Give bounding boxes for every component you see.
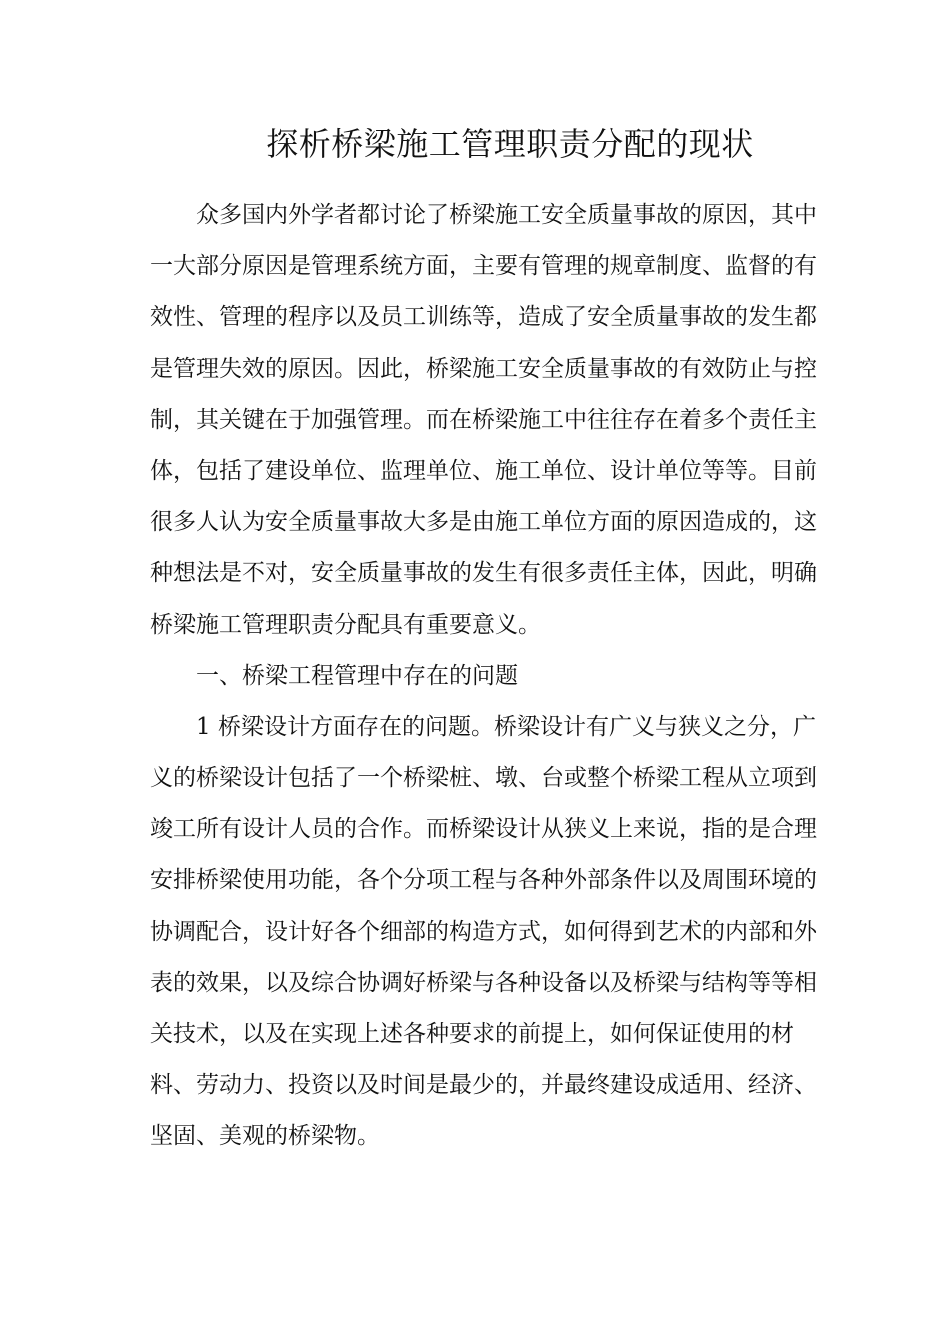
- text-line: 关技术，以及在实现上述各种要求的前提上，如何保证使用的材: [150, 1021, 794, 1047]
- text-line: 制，其关键在于加强管理。而在桥梁施工中往往存在着多个责任主: [150, 406, 817, 433]
- document-body: [150, 190, 817, 1163]
- text-line: 安排桥梁使用功能，各个分项工程与各种外部条件以及周围环境的: [150, 867, 817, 894]
- text-line: 协调配合，设计好各个细部的构造方式，如何得到艺术的内部和外: [150, 918, 817, 945]
- text-line: 种想法是不对，安全质量事故的发生有很多责任主体，因此，明确: [150, 560, 817, 587]
- text-line: 桥梁施工管理职责分配具有重要意义。: [150, 611, 541, 638]
- text-line: 料、劳动力、投资以及时间是最少的，并最终建设成适用、经济、: [150, 1072, 817, 1099]
- section-heading: 一、桥梁工程管理中存在的问题: [196, 662, 518, 689]
- text-line: 效性、管理的程序以及员工训练等，造成了安全质量事故的发生都: [150, 304, 817, 331]
- text-line: 坚固、美观的桥梁物。: [150, 1123, 380, 1150]
- text-line: 竣工所有设计人员的合作。而桥梁设计从狭义上来说，指的是合理: [150, 816, 817, 843]
- text-line: 是管理失效的原因。因此，桥梁施工安全质量事故的有效防止与控: [150, 355, 817, 382]
- text-line: 众多国内外学者都讨论了桥梁施工安全质量事故的原因，其中: [196, 202, 817, 228]
- text-line: 表的效果，以及综合协调好桥梁与各种设备以及桥梁与结构等等相: [150, 969, 817, 996]
- text-line: 一大部分原因是管理系统方面，主要有管理的规章制度、监督的有: [150, 253, 817, 280]
- text-line: 体，包括了建设单位、监理单位、施工单位、设计单位等等。目前: [150, 457, 817, 484]
- document-title: 探析桥梁施工管理职责分配的现状: [266, 125, 754, 163]
- text-line: 1 桥梁设计方面存在的问题。桥梁设计有广义与狭义之分，广: [196, 713, 816, 740]
- text-line: 义的桥梁设计包括了一个桥梁桩、墩、台或整个桥梁工程从立项到: [150, 765, 817, 792]
- text-line: 很多人认为安全质量事故大多是由施工单位方面的原因造成的，这: [150, 509, 817, 536]
